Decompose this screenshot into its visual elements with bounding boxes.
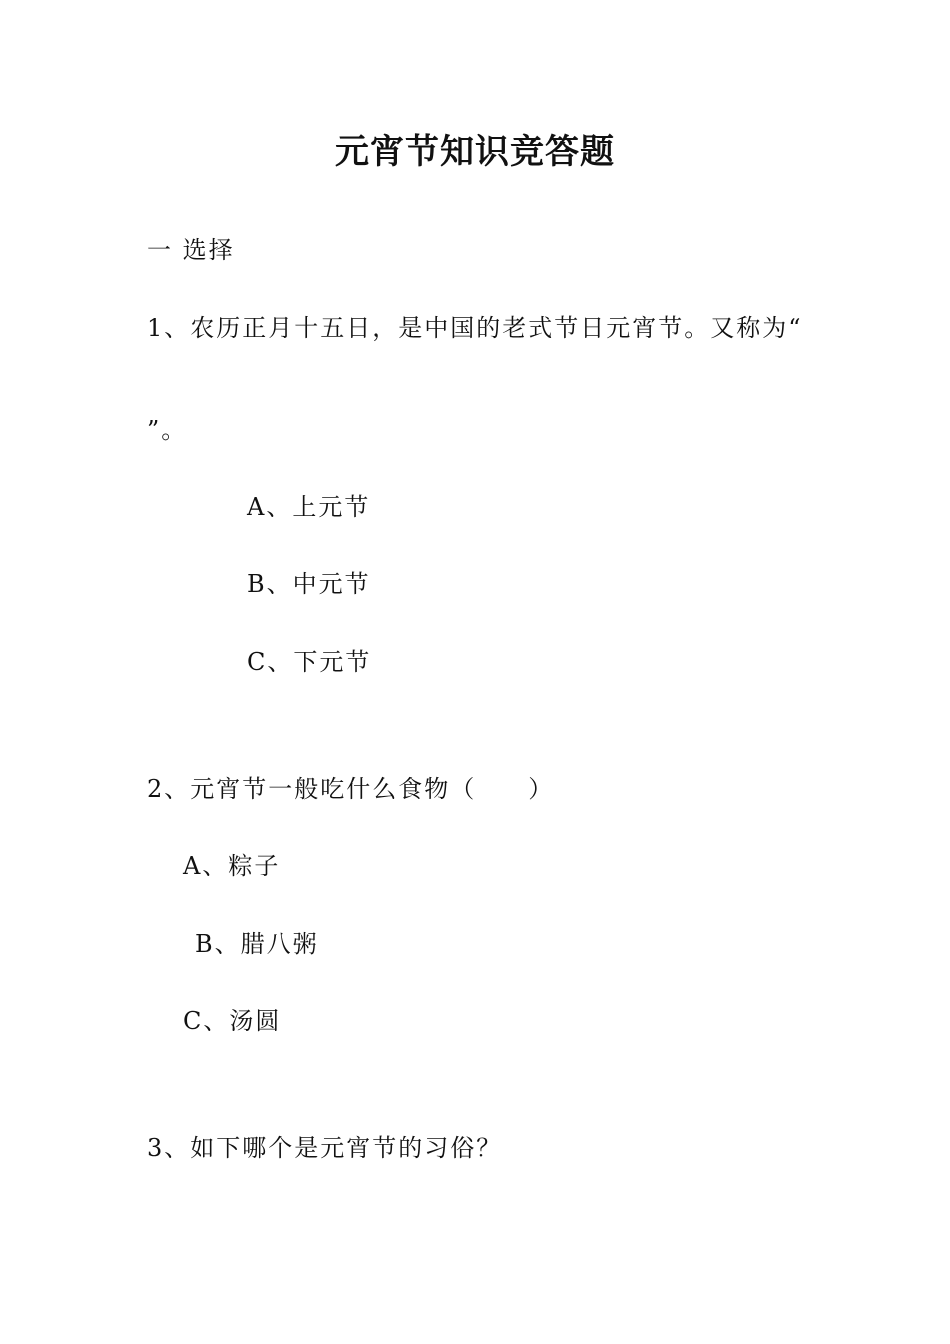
question-3-text: 3、如下哪个是元宵节的习俗？ <box>147 1134 503 1162</box>
question-2-option-a: A、粽子 <box>183 852 281 880</box>
question-2-text: 2、元宵节一般吃什么食物（ ） <box>147 775 555 803</box>
question-1-option-b: B、中元节 <box>247 570 371 598</box>
page-title: 元宵节知识竞答题 <box>335 132 615 172</box>
question-1-continuation: ”。 <box>147 416 188 444</box>
question-1-text: 1、农历正月十五日，是中国的老式节日元宵节。又称为“ <box>147 314 803 342</box>
question-1-option-a: A、上元节 <box>247 493 371 521</box>
section-heading: 一 选择 <box>147 236 235 264</box>
question-1-option-c: C、下元节 <box>247 648 372 676</box>
question-2-option-c: C、汤圆 <box>183 1007 282 1035</box>
question-2-option-b: B、腊八粥 <box>195 930 319 958</box>
